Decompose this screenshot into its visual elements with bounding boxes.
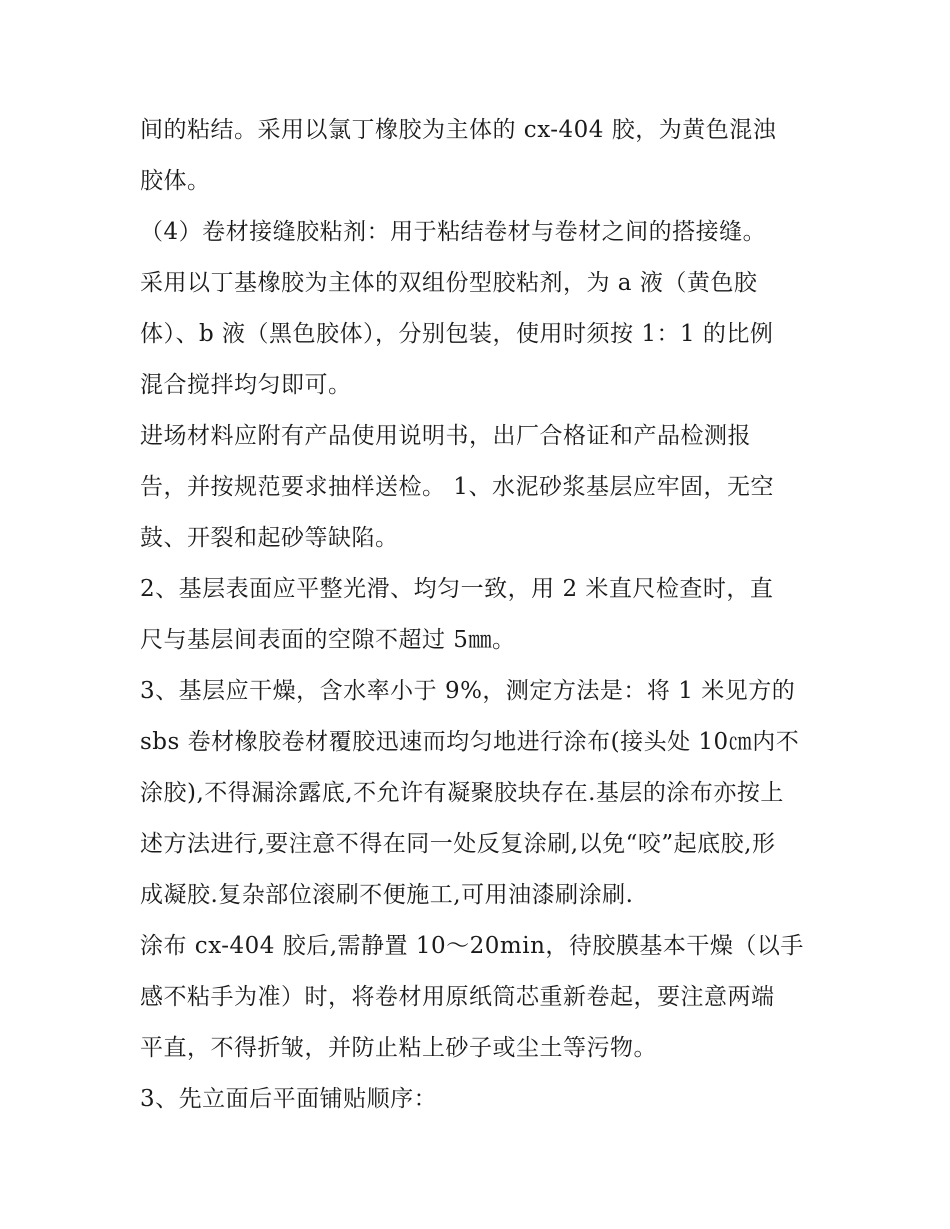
- text-line: 尺与基层间表面的空隙不超过 5㎜。: [140, 627, 516, 653]
- text-line: 采用以丁基橡胶为主体的双组份型胶粘剂，为 a 液（黄色胶: [140, 270, 758, 296]
- text-line: 感不粘手为准）时，将卷材用原纸筒芯重新卷起，要注意两端: [140, 984, 775, 1010]
- text-line: 涂胶),不得漏涂露底,不允许有凝聚胶块存在.基层的涂布亦按上: [140, 780, 784, 806]
- text-line: 3、基层应干燥，含水率小于 9%，测定方法是：将 1 米见方的: [140, 678, 796, 704]
- text-line: 混合搅拌均匀即可。: [140, 372, 352, 398]
- text-line: 2、基层表面应平整光滑、均匀一致，用 2 米直尺检查时，直: [140, 576, 774, 602]
- text-line: 3、先立面后平面铺贴顺序：: [140, 1086, 438, 1112]
- text-line: 成凝胶.复杂部位滚刷不便施工,可用油漆刷涂刷.: [140, 882, 634, 908]
- text-line: 述方法进行,要注意不得在同一处反复涂刷,以免“咬”起底胶,形: [140, 831, 776, 857]
- document-body: [140, 105, 820, 1125]
- text-line: sbs 卷材橡胶卷材覆胶迅速而均匀地进行涂布(接头处 10㎝内不: [140, 729, 800, 755]
- text-line: 鼓、开裂和起砂等缺陷。: [140, 525, 399, 551]
- text-line: 体）、b 液（黑色胶体），分别包装，使用时须按 1：1 的比例: [140, 321, 774, 347]
- text-line: （4）卷材接缝胶粘剂：用于粘结卷材与卷材之间的搭接缝。: [140, 219, 767, 245]
- text-line: 间的粘结。采用以氯丁橡胶为主体的 cx-404 胶，为黄色混浊: [140, 117, 777, 143]
- text-line: 涂布 cx-404 胶后,需静置 10～20min，待胶膜基本干燥（以手: [140, 933, 804, 959]
- text-line: 告，并按规范要求抽样送检。 1、水泥砂浆基层应牢固，无空: [140, 474, 774, 500]
- text-line: 进场材料应附有产品使用说明书，出厂合格证和产品检测报: [140, 423, 751, 449]
- text-line: 胶体。: [140, 168, 211, 194]
- text-line: 平直，不得折皱，并防止粘上砂子或尘土等污物。: [140, 1035, 657, 1061]
